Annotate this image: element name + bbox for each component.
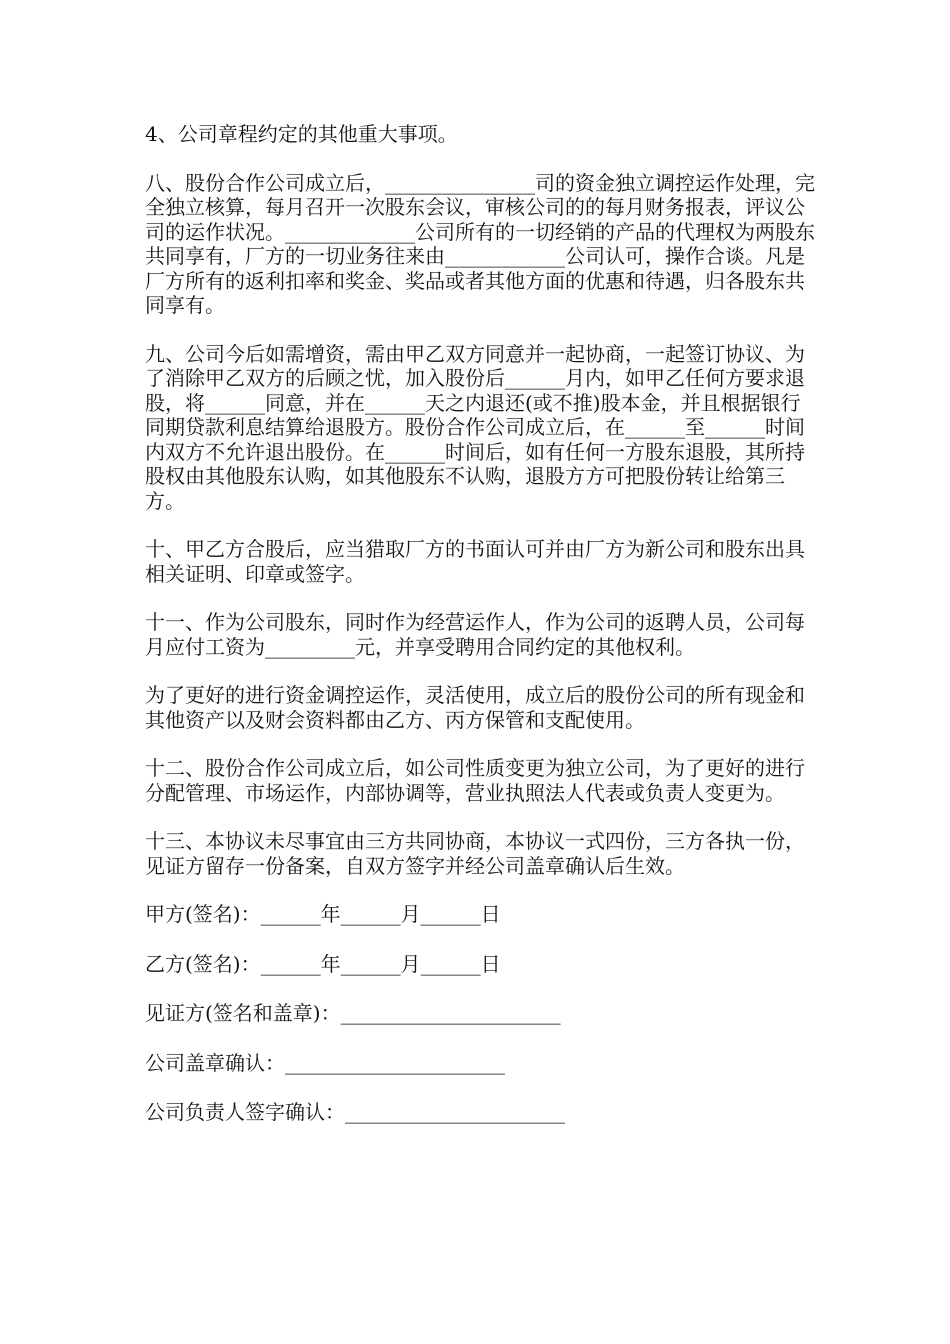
party-a-signature-line: 甲方(签名)：______年______月______日 <box>145 902 501 926</box>
clause-13: 十三、本协议未尽事宜由三方共同协商，本协议一式四份，三方各执一份，见证方留存一份备案，自双方签字并经公司盖章确认后生效。 <box>145 829 805 878</box>
document-body <box>145 122 815 1125</box>
clause-11-note: 为了更好的进行资金调控运作，灵活使用，成立后的股份公司的所有现金和其他资产以及财会资料都由乙方、丙方保管和支配使用。 <box>145 683 805 732</box>
clause-12: 十二、股份合作公司成立后，如公司性质变更为独立公司，为了更好的进行分配管理、市场运作，内部协调等，营业执照法人代表或负责人变更为。 <box>145 756 805 805</box>
signature-block <box>145 902 815 1125</box>
clause-10: 十、甲乙方合股后，应当猎取厂方的书面认可并由厂方为新公司和股东出具相关证明、印章或签字。 <box>145 537 805 586</box>
company-seal-line: 公司盖章确认：______________________ <box>145 1050 505 1075</box>
company-head-signature-line: 公司负责人签字确认：______________________ <box>145 1100 565 1124</box>
party-b-signature-line: 乙方(签名)：______年______月______日 <box>145 951 501 976</box>
clause-9: 九、公司今后如需增资，需由甲乙双方同意并一起协商，一起签订协议、为了消除甲乙双方的后顾之忧，加入股份后______月内，如甲乙任何方要求退股，将______同意，并在______天之内退还(或不推)股本金，并且根据银行同期贷款利息结算给退股方。股份合作公司成立后，在______至______时间内双方不允许退出股份。在______时间后，如有任何一方股东退股，其所持股权由其他股东认购，如其他股东不认购，退股方方可把股份转让给第三方。 <box>145 341 805 513</box>
clause-item-4: 4、公司章程约定的其他重大事项。 <box>145 122 458 146</box>
clause-8: 八、股份合作公司成立后，_______________司的资金独立调控运作处理，完全独立核算，每月召开一次股东会议，审核公司的的每月财务报表，评议公司的运作状况。_____________公司所有的一切经销的产品的代理权为两股东共同享有，厂方的一切业务往来由____________公司认可，操作合谈。凡是厂方所有的返利扣率和奖金、奖品或者其他方面的优惠和待遇，归各股东共同享有。 <box>145 170 815 317</box>
witness-signature-line: 见证方(签名和盖章)：______________________ <box>145 1001 561 1025</box>
clause-11: 十一、作为公司股东，同时作为经营运作人，作为公司的返聘人员，公司每月应付工资为_________元，并享受聘用合同约定的其他权利。 <box>145 610 805 659</box>
